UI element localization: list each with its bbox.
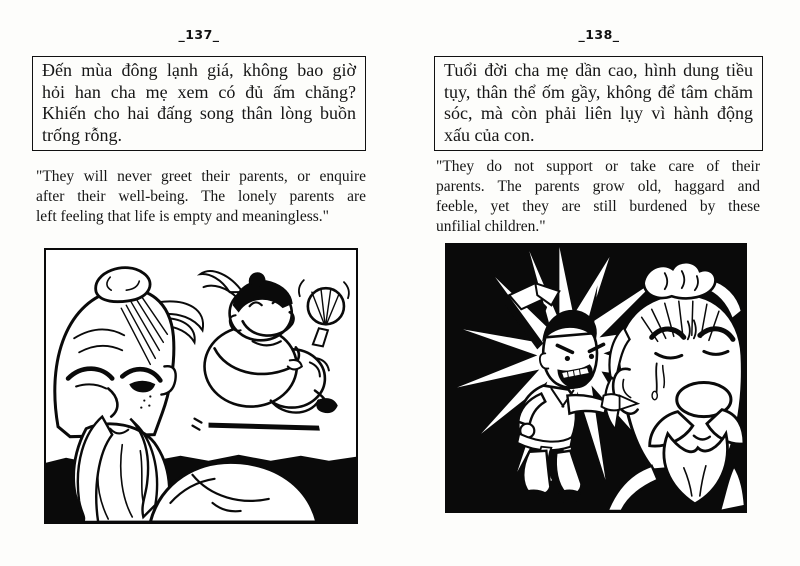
illustration-frame-138	[445, 243, 747, 513]
translation-line: unfilial children."	[436, 218, 546, 235]
page-number-138: _138_	[578, 27, 620, 42]
page-number-137: _137_	[178, 27, 220, 42]
cartoon-father-and-running-son	[46, 250, 356, 522]
caption-line: xấu của con.	[444, 124, 535, 145]
translation-line: "They will never greet their parents, or enquire	[36, 168, 366, 185]
english-translation-137	[36, 167, 366, 227]
caption-line: Tuổi đời cha mẹ dần cao, hình dung tiều	[444, 60, 753, 80]
caption-line: Đến mùa đông lạnh giá, không bao giờ	[42, 60, 356, 80]
translation-line: parents. The parents grow old, haggard and	[436, 178, 760, 195]
cartoon-son-scolding-crying-father	[447, 245, 745, 511]
vietnamese-caption-box-138	[434, 56, 763, 151]
illustration-frame-137	[44, 248, 358, 524]
translation-line: feeble, yet they are still burdened by these	[436, 198, 760, 215]
caption-line: tụy, thân thể ốm gầy, không để tâm chăm	[444, 81, 753, 102]
translation-line: "They do not support or take care of their	[436, 158, 760, 175]
vietnamese-caption-box-137	[32, 56, 366, 151]
caption-line: hỏi han cha mẹ xem có đủ ấm chăng?	[42, 81, 356, 102]
caption-line: trống rỗng.	[42, 124, 122, 145]
translation-line: left feeling that life is empty and meaningless."	[36, 208, 329, 225]
translation-line: after their well-being. The lonely parents are	[36, 188, 366, 205]
caption-line: sóc, mà còn phải liên lụy vì hành động	[444, 103, 753, 123]
english-translation-138	[436, 157, 760, 237]
caption-line: Khiến cho hai đấng song thân lòng buồn	[42, 103, 356, 123]
